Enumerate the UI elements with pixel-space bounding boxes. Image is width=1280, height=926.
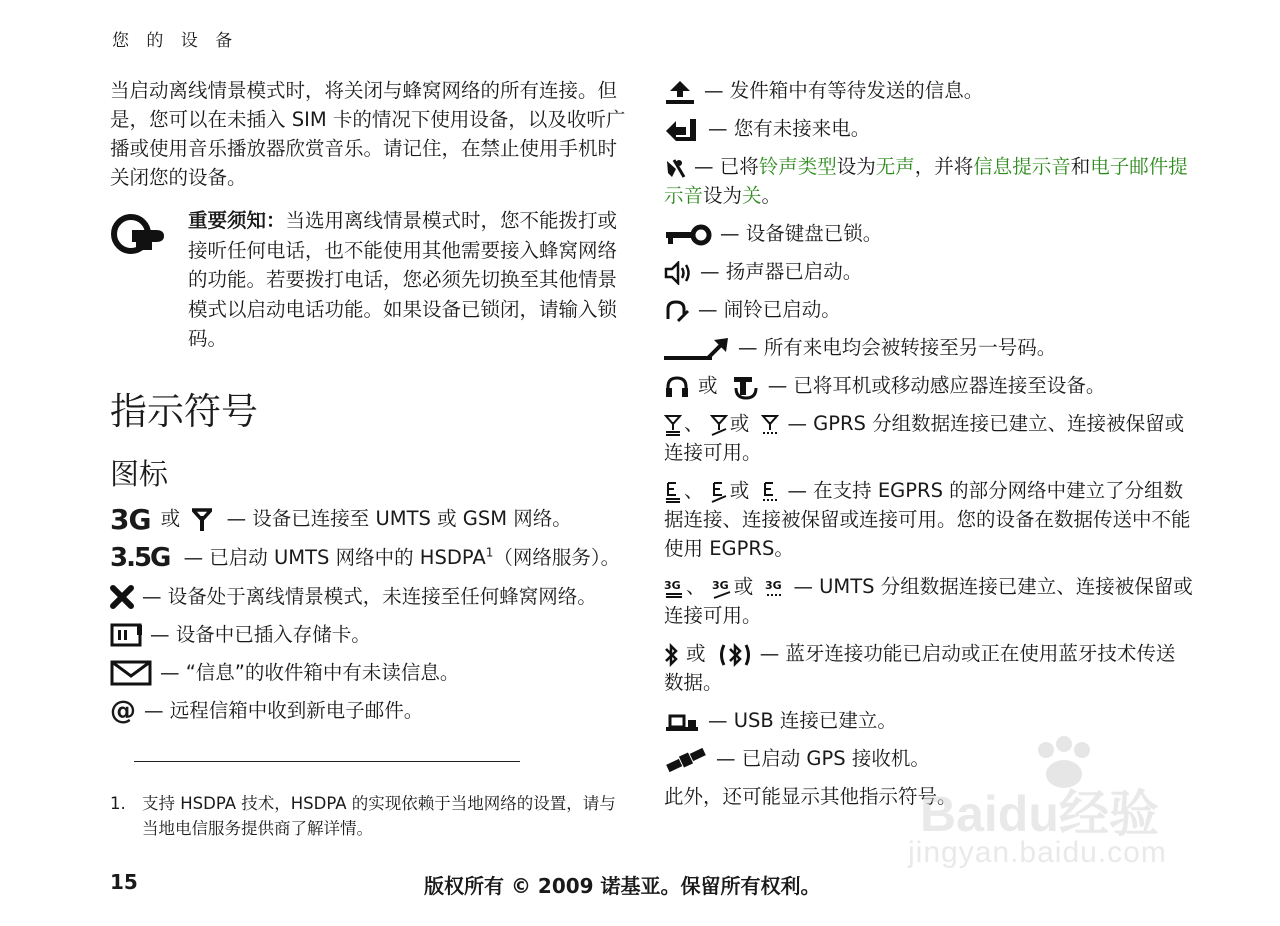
important-notice xyxy=(110,206,630,354)
inbox-desc: — “信息”的收件箱中有未读信息。 xyxy=(160,660,460,684)
email-tone-setting: 电子邮件提示音 xyxy=(664,155,1188,207)
indicator-network xyxy=(110,504,630,534)
indicator-egprs xyxy=(664,476,1194,563)
3-5g-icon: 3.5G xyxy=(110,542,170,573)
subsection-heading: 图标 xyxy=(110,456,169,491)
svg-text:3G: 3G xyxy=(711,578,729,592)
silent-text-3: ，并将 xyxy=(914,155,974,178)
bluetooth-desc: — 蓝牙连接功能已启动或正在使用蓝牙技术传送数据。 xyxy=(664,642,1176,694)
indicator-usb xyxy=(664,706,1194,735)
indicator-speaker xyxy=(664,257,1194,286)
right-column xyxy=(664,76,1194,819)
hsdpa-desc-tail: （网络服务）。 xyxy=(493,545,621,569)
silent-value: 无声 xyxy=(875,155,915,178)
bluetooth-active-icon xyxy=(718,642,752,668)
usb-desc: — USB 连接已建立。 xyxy=(708,709,897,732)
key-icon xyxy=(664,223,712,247)
gprs-active-icon xyxy=(664,414,682,436)
umts-hold-icon xyxy=(712,577,732,599)
indicator-silent xyxy=(664,152,1194,210)
ringing-type-setting: 铃声类型 xyxy=(758,155,837,178)
gps-desc: — 已启动 GPS 接收机。 xyxy=(716,747,930,770)
or-text: 或 xyxy=(729,412,750,435)
alarm-bell-icon xyxy=(664,299,690,323)
separator: 、 xyxy=(684,412,704,435)
usb-icon xyxy=(664,710,700,734)
notice-label: 重要须知： xyxy=(188,209,286,232)
egprs-active-icon xyxy=(664,481,682,503)
divert-desc: — 所有来电均会被转接至另一号码。 xyxy=(738,336,1057,359)
silent-text-2: 设为 xyxy=(836,155,876,178)
or-text: 或 xyxy=(729,479,750,502)
footnote-rule xyxy=(134,761,520,762)
memory-card-icon xyxy=(110,623,142,647)
outbox-icon xyxy=(664,79,696,105)
indicator-gprs xyxy=(664,409,1194,467)
indicator-umts xyxy=(664,572,1194,630)
speaker-icon xyxy=(664,261,692,285)
separator: 、 xyxy=(686,575,706,598)
running-header: 您 的 设 备 xyxy=(112,31,239,51)
notice-body: 当选用离线情景模式时，您不能拨打或接听任何电话，也不能使用其他需要接入蜂窝网络的功能。若要拨打电话，您必须先切换至其他情景模式以启动电话功能。如果设备已锁闭，请输入锁码。 xyxy=(188,209,618,350)
bluetooth-icon xyxy=(664,643,678,667)
motion-sensor-icon xyxy=(730,374,760,400)
indicator-hsdpa xyxy=(110,543,630,573)
svg-text:3G: 3G xyxy=(765,578,783,592)
egprs-hold-icon xyxy=(710,481,728,503)
indicator-email xyxy=(110,696,630,726)
or-text: 或 xyxy=(160,506,181,530)
gprs-hold-icon xyxy=(710,414,728,436)
antenna-icon xyxy=(192,507,212,531)
footnote-text: 支持 HSDPA 技术，HSDPA 的实现依赖于当地网络的设置，请与当地电信服务提供商了解详情。 xyxy=(142,794,616,838)
indicator-inbox xyxy=(110,658,630,687)
silent-text-4: 和 xyxy=(1070,155,1091,178)
gprs-desc: — GPRS 分组数据连接已建立、连接被保留或连接可用。 xyxy=(664,412,1185,464)
indicator-offline xyxy=(110,582,630,611)
left-column xyxy=(110,76,630,735)
outbox-desc: — 发件箱中有等待发送的信息。 xyxy=(704,79,984,102)
indicator-bluetooth xyxy=(664,639,1194,697)
email-desc: — 远程信箱中收到新电子邮件。 xyxy=(144,698,424,722)
silent-icon xyxy=(664,157,686,179)
silent-text-1: — 已将 xyxy=(694,155,759,178)
speaker-desc: — 扬声器已启动。 xyxy=(700,260,863,283)
missed-call-icon xyxy=(664,117,700,143)
off-value: 关 xyxy=(742,184,762,207)
or-text: 或 xyxy=(686,642,706,665)
umts-available-icon xyxy=(765,577,785,599)
envelope-icon xyxy=(110,660,152,686)
footnote xyxy=(110,791,630,841)
indicator-missed-call xyxy=(664,114,1194,143)
silent-text-5: 设为 xyxy=(703,184,743,207)
indicator-memcard xyxy=(110,620,630,649)
footnote-number: 1. xyxy=(110,794,126,813)
indicator-outbox xyxy=(664,76,1194,105)
network-desc: — 设备已连接至 UMTS 或 GSM 网络。 xyxy=(226,506,572,530)
gps-satellite-icon xyxy=(664,747,708,773)
at-icon: @ xyxy=(110,695,136,726)
notice-text xyxy=(188,206,630,354)
memcard-desc: — 设备中已插入存储卡。 xyxy=(150,622,371,646)
indicator-keylock xyxy=(664,219,1194,248)
alarm-desc: — 闹铃已启动。 xyxy=(698,298,841,321)
warning-hand-icon xyxy=(110,206,188,354)
indicator-divert xyxy=(664,333,1194,362)
or-text: 或 xyxy=(698,374,718,397)
watermark-brand: Baidu经验 xyxy=(920,786,1159,842)
closing-paragraph: 此外，还可能显示其他指示符号。 xyxy=(664,785,957,808)
copyright-footer: 版权所有 © 2009 诺基亚。保留所有权利。 xyxy=(424,874,821,898)
section-heading: 指示符号 xyxy=(110,389,258,433)
umts-desc: — UMTS 分组数据连接已建立、连接被保留或连接可用。 xyxy=(664,575,1193,627)
baidu-watermark xyxy=(900,736,1200,886)
intro-paragraph: 当启动离线情景模式时，将关闭与蜂窝网络的所有连接。但是，您可以在未插入 SIM 卡的情况下使用设备，以及收听广播或使用音乐播放器欣赏音乐。请记住，在禁止使用手机时关闭您的设备。 xyxy=(110,79,626,189)
indicator-headset xyxy=(664,371,1194,400)
egprs-desc: — 在支持 EGPRS 的部分网络中建立了分组数据连接、连接被保留或连接可用。您的设备在数据传送中不能使用 EGPRS。 xyxy=(664,479,1191,560)
hsdpa-desc: — 已启动 UMTS 网络中的 HSDPA xyxy=(183,545,486,569)
offline-desc: — 设备处于离线情景模式，未连接至任何蜂窝网络。 xyxy=(142,584,597,608)
watermark-url: jingyan.baidu.com xyxy=(908,836,1167,869)
call-divert-icon xyxy=(664,336,730,362)
message-tone-setting: 信息提示音 xyxy=(973,155,1071,178)
3g-icon: 3G xyxy=(110,502,151,536)
umts-active-icon xyxy=(664,577,684,599)
gprs-available-icon xyxy=(761,414,779,436)
headset-desc: — 已将耳机或移动感应器连接至设备。 xyxy=(767,374,1106,397)
separator: 、 xyxy=(684,479,704,502)
silent-text-6: 。 xyxy=(761,184,782,207)
footnote-ref: 1 xyxy=(485,545,494,559)
missed-call-desc: — 您有未接来电。 xyxy=(708,117,871,140)
page-number: 15 xyxy=(110,870,138,894)
svg-text:3G: 3G xyxy=(664,578,681,592)
egprs-available-icon xyxy=(761,481,779,503)
headset-icon xyxy=(664,375,690,399)
keylock-desc: — 设备键盘已锁。 xyxy=(720,222,883,245)
or-text: 或 xyxy=(733,575,754,598)
cross-icon xyxy=(110,585,134,609)
indicator-alarm xyxy=(664,295,1194,324)
